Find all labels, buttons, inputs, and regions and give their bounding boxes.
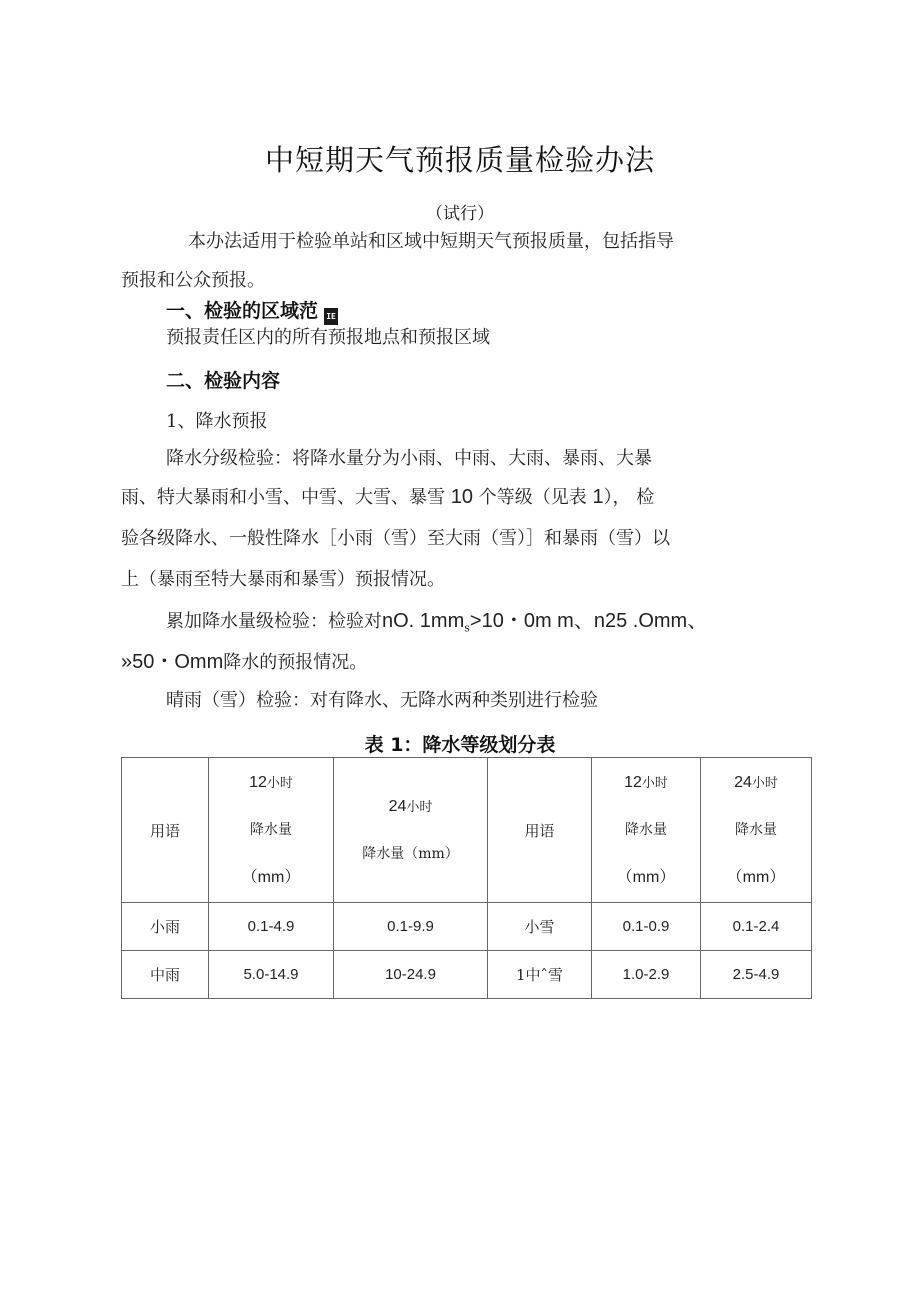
para-1-line-2-b: 个等级（见表 bbox=[472, 487, 593, 508]
snow-12h-value: 0.1-0.9 bbox=[592, 903, 701, 951]
rain-24h-value: 10-24.9 bbox=[334, 951, 488, 999]
table-header-row bbox=[122, 758, 812, 903]
header-term-right: 用语 bbox=[488, 758, 592, 903]
table-caption: 表 1：降水等级划分表 bbox=[364, 734, 556, 756]
para-1-line-2 bbox=[121, 483, 654, 509]
document-title: 中短期天气预报质量检验办法 bbox=[264, 143, 655, 177]
snow-term: 小雪 bbox=[488, 903, 592, 951]
rain-term: 中雨 bbox=[122, 951, 209, 999]
header-rain-12h-mm: （mm） bbox=[241, 869, 301, 886]
header-snow-24h-qty: 降水量 bbox=[735, 822, 777, 838]
para-2-line-1-sub: s bbox=[464, 621, 470, 635]
intro-line-1: 本办法适用于检验单站和区域中短期天气预报质量，包括指导 bbox=[188, 231, 674, 252]
section-2-heading: 二、检验内容 bbox=[166, 370, 281, 392]
rain-12h-value: 0.1-4.9 bbox=[209, 903, 334, 951]
snow-24h-value: 2.5-4.9 bbox=[701, 951, 812, 999]
rain-12h-value: 5.0-14.9 bbox=[209, 951, 334, 999]
table-ref-number: 1 bbox=[592, 486, 604, 508]
para-1-line-3: 验各级降水、一般性降水［小雨（雪）至大雨（雪）］和暴雨（雪）以 bbox=[121, 528, 670, 549]
header-rain-24h-num: 24 bbox=[388, 797, 407, 815]
para-2-line-2 bbox=[121, 645, 367, 674]
snow-12h-value: 1.0-2.9 bbox=[592, 951, 701, 999]
para-2-line-2-a: »50・Omm bbox=[121, 651, 224, 673]
header-rain-12h bbox=[209, 758, 334, 903]
para-1-line-2-a: 雨、特大暴雨和小雪、中雪、大雪、暴雪 bbox=[121, 487, 451, 508]
table-row bbox=[122, 951, 812, 999]
precipitation-grade-table bbox=[121, 757, 812, 999]
section-1-heading-text: 一、检验的区域范 bbox=[166, 300, 319, 322]
header-snow-12h-mm: （mm） bbox=[616, 869, 676, 886]
header-snow-24h-mm: （mm） bbox=[726, 869, 786, 886]
grade-count: 10 bbox=[450, 486, 473, 508]
section-1-body: 预报责任区内的所有预报地点和预报区域 bbox=[166, 327, 490, 348]
header-rain-12h-num: 12 bbox=[249, 774, 267, 791]
para-2-line-2-b: 降水的预报情况。 bbox=[223, 652, 368, 673]
para-1-line-1: 降水分级检验：将降水量分为小雨、中雨、大雨、暴雨、大暴 bbox=[166, 448, 652, 469]
para-1-line-2-c: ）， 检 bbox=[603, 487, 655, 508]
header-rain-24h-qty: 降水量（mm） bbox=[362, 845, 459, 862]
header-rain-12h-unit: 小时 bbox=[266, 776, 293, 791]
header-rain-24h-unit: 小时 bbox=[406, 799, 433, 815]
rain-24h-value: 0.1-9.9 bbox=[334, 903, 488, 951]
para-1-line-4: 上（暴雨至特大暴雨和暴雪）预报情况。 bbox=[121, 569, 445, 590]
item-1-heading: 1、降水预报 bbox=[166, 411, 268, 432]
para-2-line-1-c: >10・0m m、n25 .Omm、 bbox=[469, 610, 708, 632]
para-3: 晴雨（雪）检验：对有降水、无降水两种类别进行检验 bbox=[166, 690, 598, 711]
section-1-heading bbox=[166, 296, 338, 325]
snow-term: 1中ˆ雪 bbox=[488, 951, 592, 999]
table-row bbox=[122, 903, 812, 951]
header-snow-24h bbox=[701, 758, 812, 903]
rain-term: 小雨 bbox=[122, 903, 209, 951]
header-rain-12h-qty: 降水量 bbox=[250, 822, 292, 838]
document-subtitle: （试行） bbox=[426, 204, 494, 224]
header-snow-24h-unit: 小时 bbox=[751, 776, 778, 791]
header-snow-12h-unit: 小时 bbox=[641, 776, 668, 791]
header-rain-24h bbox=[334, 758, 488, 903]
header-snow-12h-num: 12 bbox=[624, 774, 642, 791]
header-snow-24h-num: 24 bbox=[734, 774, 752, 791]
section-1-mark: IE bbox=[324, 308, 338, 325]
header-snow-12h bbox=[592, 758, 701, 903]
snow-24h-value: 0.1-2.4 bbox=[701, 903, 812, 951]
header-term-left: 用语 bbox=[122, 758, 209, 903]
para-2-line-1-a: 累加降水量级检验：检验对 bbox=[166, 611, 382, 632]
para-2-line-1-b: nO. 1mm bbox=[382, 610, 465, 632]
intro-line-2: 预报和公众预报。 bbox=[121, 270, 265, 291]
para-2-line-1 bbox=[166, 604, 707, 635]
header-snow-12h-qty: 降水量 bbox=[625, 822, 667, 838]
